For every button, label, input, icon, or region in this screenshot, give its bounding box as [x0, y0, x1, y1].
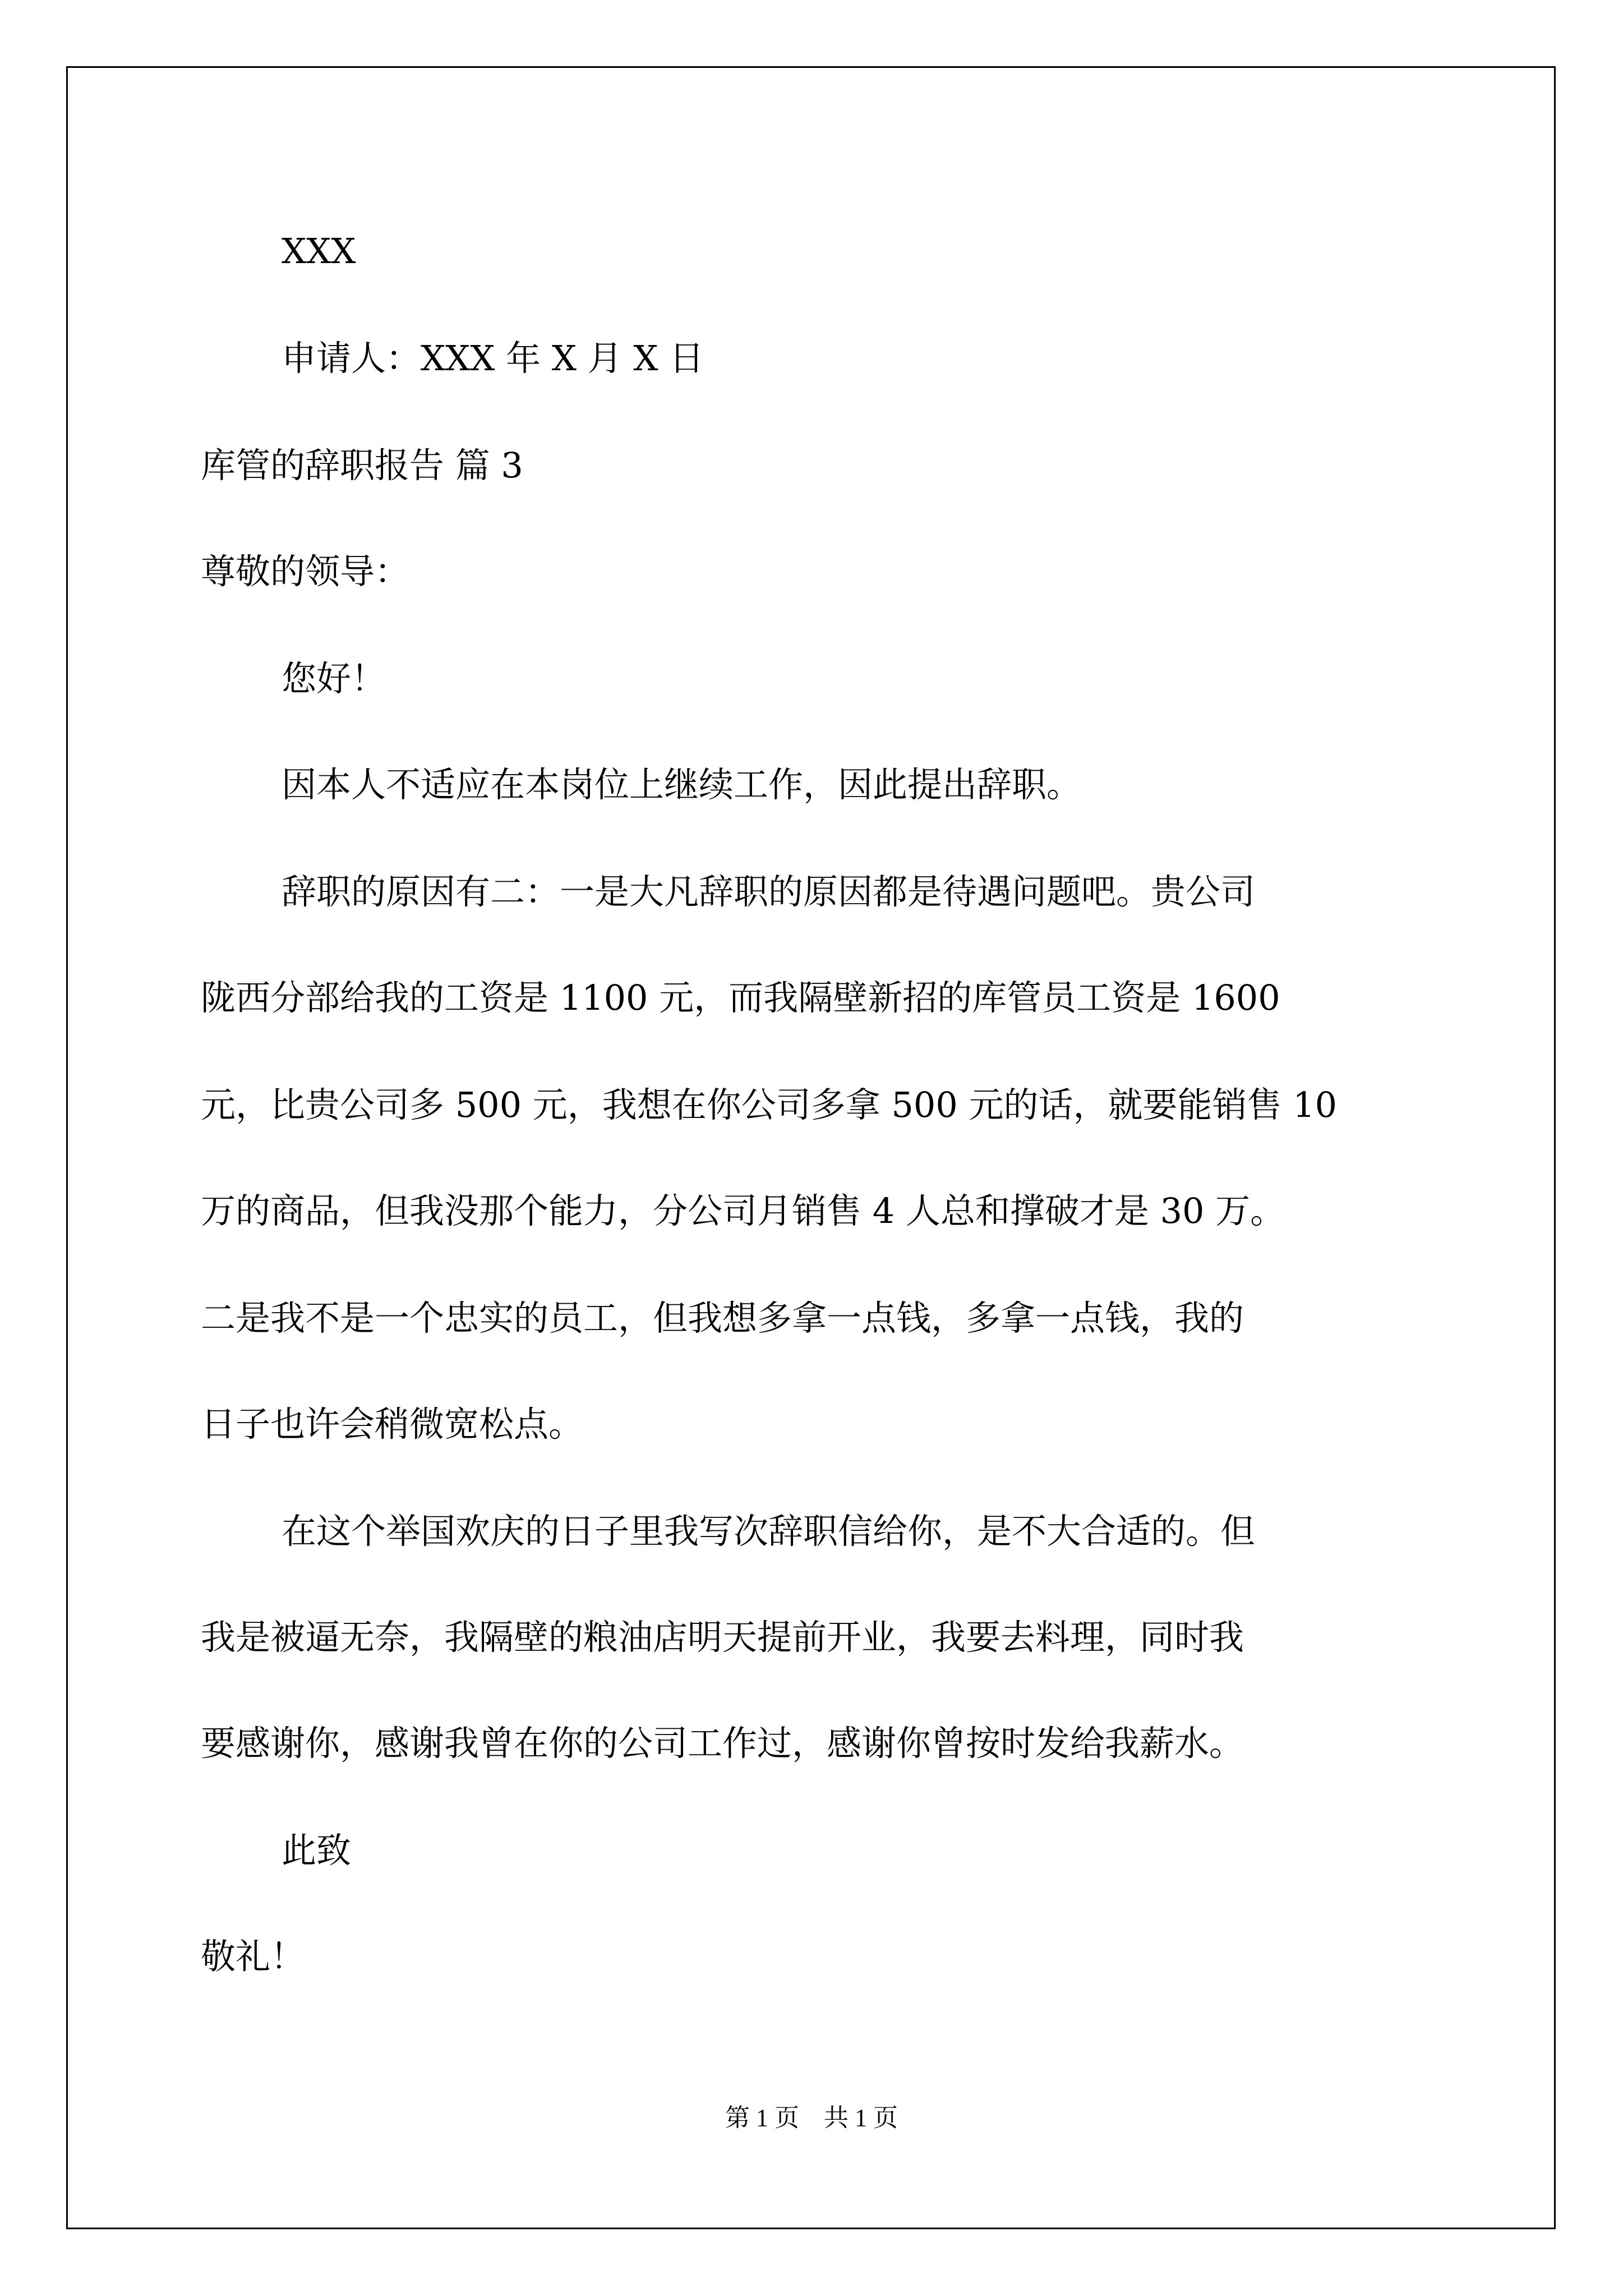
paragraph-intro: 因本人不适应在本岗位上继续工作，因此提出辞职。	[282, 764, 1082, 805]
paragraph-reasons-line-2: 陇西分部给我的工资是 1100 元，而我隔壁新招的库管员工资是 1600	[201, 977, 1280, 1018]
section-title: 库管的辞职报告 篇 3	[201, 445, 523, 486]
closing-phrase: 此致	[282, 1830, 352, 1871]
closing-regards: 敬礼！	[201, 1936, 306, 1977]
applicant-date-line: 申请人：XXX 年 X 月 X 日	[282, 338, 704, 379]
page-number-footer: 第 1 页 共 1 页	[725, 2104, 898, 2132]
signature-name: XXX	[282, 231, 356, 272]
paragraph-reasons-line-6: 日子也许会稍微宽松点。	[201, 1404, 584, 1444]
greeting: 您好！	[282, 658, 386, 699]
paragraph-reasons-line-1: 辞职的原因有二：一是大凡辞职的原因都是待遇问题吧。贵公司	[282, 871, 1256, 912]
salutation: 尊敬的领导：	[201, 551, 410, 592]
paragraph-reasons-line-5: 二是我不是一个忠实的员工，但我想多拿一点钱，多拿一点钱，我的	[201, 1297, 1244, 1338]
paragraph-reasons-line-3: 元，比贵公司多 500 元，我想在你公司多拿 500 元的话，就要能销售 10	[201, 1084, 1338, 1125]
paragraph-closing-line-3: 要感谢你，感谢我曾在你的公司工作过，感谢你曾按时发给我薪水。	[201, 1723, 1244, 1764]
paragraph-closing-line-1: 在这个举国欢庆的日子里我写次辞职信给你，是不大合适的。但	[282, 1511, 1256, 1552]
page-border	[66, 66, 1556, 2229]
paragraph-reasons-line-4: 万的商品，但我没那个能力，分公司月销售 4 人总和撑破才是 30 万。	[201, 1190, 1285, 1231]
paragraph-closing-line-2: 我是被逼无奈，我隔壁的粮油店明天提前开业，我要去料理，同时我	[201, 1617, 1244, 1658]
